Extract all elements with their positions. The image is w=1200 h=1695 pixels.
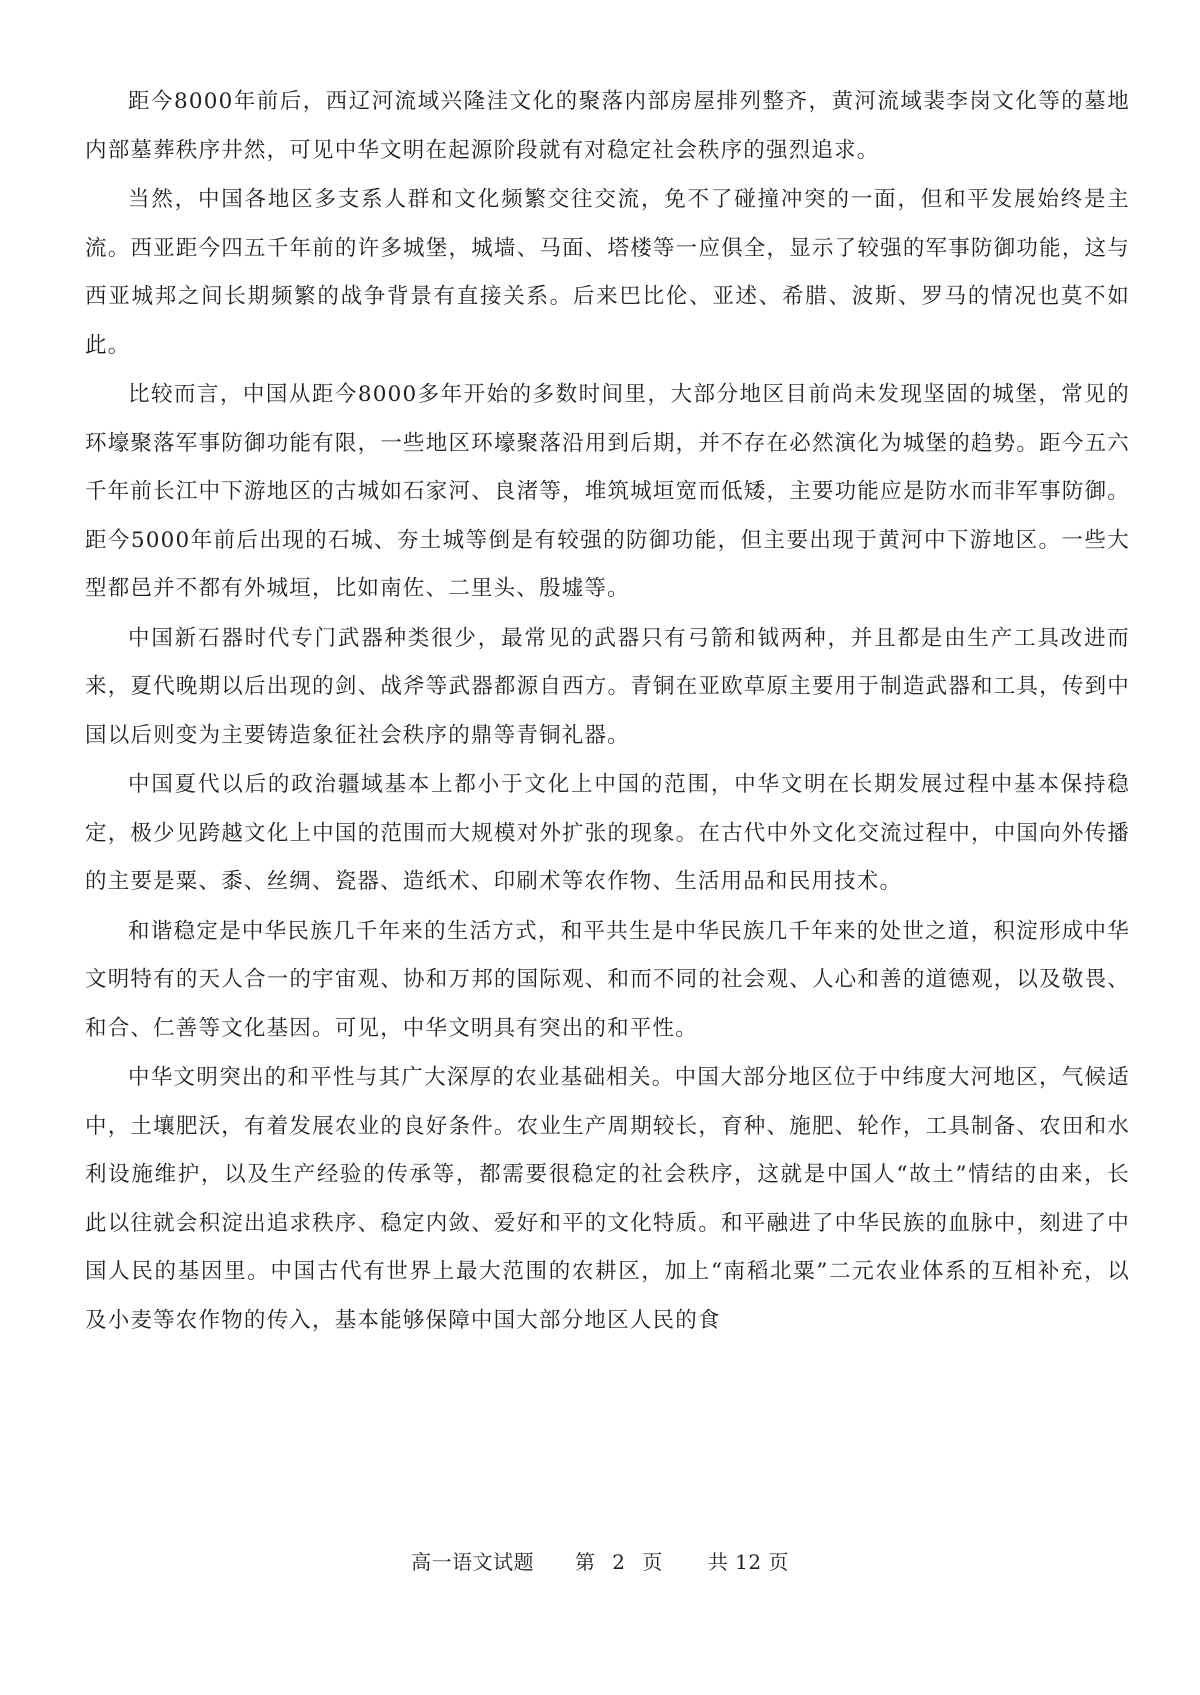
- footer-page-number: 2: [612, 1550, 626, 1574]
- paragraph: 当然，中国各地区多支系人群和文化频繁交往交流，免不了碰撞冲突的一面，但和平发展始终是主流。西亚距今四五千年前的许多城堡，城墙、马面、塔楼等一应俱全，显示了较强的军事防御功能，这与西亚城邦之间长期频繁的战争背景有直接关系。后来巴比伦、亚述、希腊、波斯、罗马的情况也莫不如此。: [85, 187, 1130, 358]
- article-body: [85, 78, 1130, 1346]
- paragraph: 和谐稳定是中华民族几千年来的生活方式，和平共生是中华民族几千年来的处世之道，积淀形成中华文明特有的天人合一的宇宙观、协和万邦的国际观、和而不同的社会观、人心和善的道德观，以及敬畏、和合、仁善等文化基因。可见，中华文明具有突出的和平性。: [85, 918, 1130, 1041]
- paragraph: 中国新石器时代专门武器种类很少，最常见的武器只有弓箭和钺两种，并且都是由生产工具改进而来，夏代晚期以后出现的剑、战斧等武器都源自西方。青铜在亚欧草原主要用于制造武器和工具，传到中国以后则变为主要铸造象征社会秩序的鼎等青铜礼器。: [85, 625, 1130, 748]
- footer-total-pages: 共 12 页: [707, 1550, 789, 1574]
- paragraph: 中国夏代以后的政治疆域基本上都小于文化上中国的范围，中华文明在长期发展过程中基本保持稳定，极少见跨越文化上中国的范围而大规模对外扩张的现象。在古代中外文化交流过程中，中国向外传播的主要是粟、黍、丝绸、瓷器、造纸术、印刷术等农作物、生活用品和民用技术。: [85, 772, 1130, 894]
- footer-di: 第: [574, 1550, 596, 1574]
- footer-exam-title: 高一语文试题: [411, 1550, 535, 1574]
- paragraph: 比较而言，中国从距今8000多年开始的多数时间里，大部分地区目前尚未发现坚固的城堡，常见的环壕聚落军事防御功能有限，一些地区环壕聚落沿用到后期，并不存在必然演化为城堡的趋势。距今五六千年前长江中下游地区的古城如石家河、良渚等，堆筑城垣宽而低矮，主要功能应是防水而非军事防御。距今5000年前后出现的石城、夯土城等倒是有较强的防御功能，但主要出现于黄河中下游地区。一些大型都邑并不都有外城垣，比如南佐、二里头、殷墟等。: [85, 382, 1130, 601]
- paragraph: 距今8000年前后，西辽河流域兴隆洼文化的聚落内部房屋排列整齐，黄河流域裴李岗文化等的墓地内部墓葬秩序井然，可见中华文明在起源阶段就有对稳定社会秩序的强烈追求。: [85, 89, 1130, 163]
- paragraph: 中华文明突出的和平性与其广大深厚的农业基础相关。中国大部分地区位于中纬度大河地区，气候适中，土壤肥沃，有着发展农业的良好条件。农业生产周期较长，育种、施肥、轮作，工具制备、农田和水利设施维护，以及生产经验的传承等，都需要很稳定的社会秩序，这就是中国人“故土”情结的由来，长此以往就会积淀出追求秩序、稳定内敛、爱好和平的文化特质。和平融进了中华民族的血脉中，刻进了中国人民的基因里。中国古代有世界上最大范围的农耕区，加上“南稻北粟”二元农业体系的互相补充，以及小麦等农作物的传入，基本能够保障中国大部分地区人民的食: [85, 1065, 1130, 1333]
- footer-ye: 页: [642, 1550, 663, 1574]
- page-footer: [0, 1546, 1200, 1575]
